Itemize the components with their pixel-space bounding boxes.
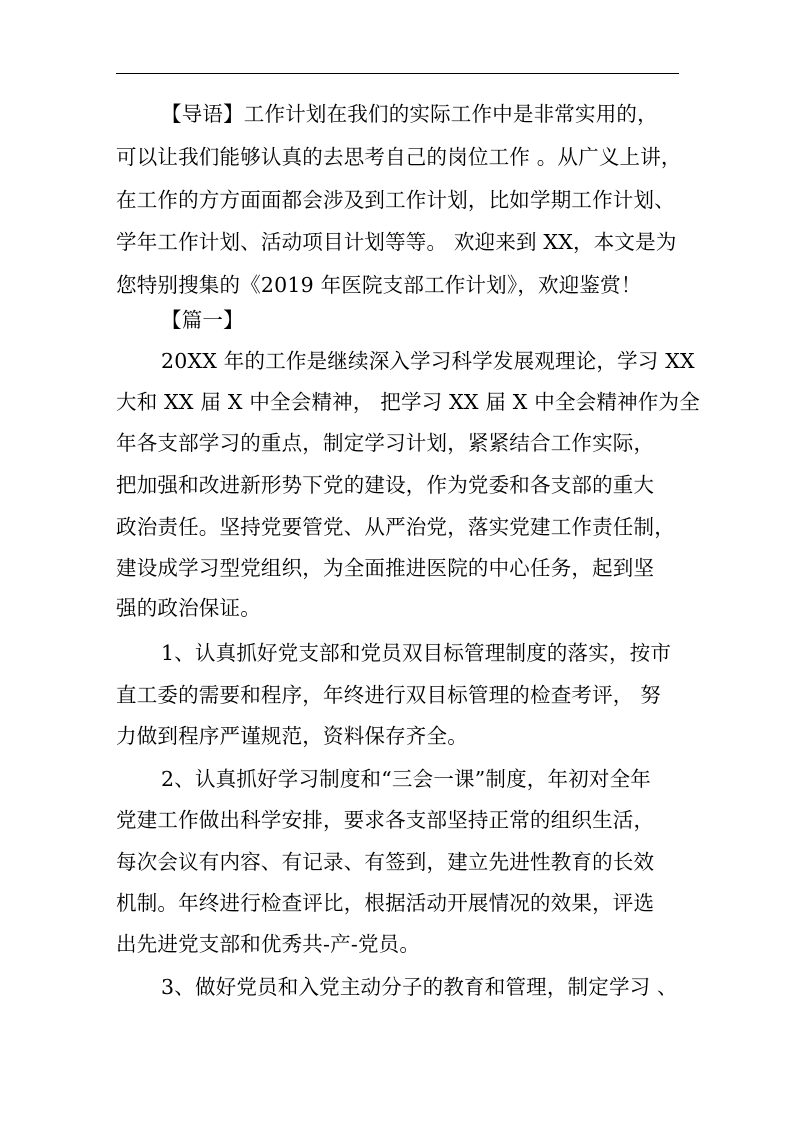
para1-line-2: 大和 XX 届 X 中全会精神， 把学习 XX 届 X 中全会精神作为全 bbox=[116, 390, 700, 414]
item2-line-1: 2、认真抓好学习制度和“三会一课”制度，年初对全年 bbox=[161, 767, 652, 791]
header-rule bbox=[116, 73, 679, 74]
item1-line-1: 1、认真抓好党支部和党员双目标管理制度的落实，按市 bbox=[161, 641, 672, 665]
para1-line-4: 把加强和改进新形势下党的建设，作为党委和各支部的重大 bbox=[116, 473, 655, 497]
item1-line-2: 直工委的需要和程序，年终进行双目标管理的检查考评， 努 bbox=[116, 683, 661, 707]
para1-line-6: 建设成学习型党组织，为全面推进医院的中心任务，起到坚 bbox=[116, 556, 655, 580]
section-heading: 【篇一】 bbox=[161, 308, 244, 332]
intro-line-1: 【导语】工作计划在我们的实际工作中是非常实用的， bbox=[161, 102, 658, 126]
intro-line-4: 学年工作计划、活动项目计划等等。 欢迎来到 XX，本文是为 bbox=[116, 230, 677, 254]
item2-line-4: 机制。年终进行检查评比，根据活动开展情况的效果，评选 bbox=[116, 891, 655, 915]
intro-line-5: 您特别搜集的《2019 年医院支部工作计划》，欢迎鉴赏！ bbox=[116, 273, 642, 297]
para1-line-7: 强的政治保证。 bbox=[116, 596, 261, 620]
para1-line-3: 年各支部学习的重点，制定学习计划，紧紧结合工作实际， bbox=[116, 431, 655, 455]
intro-line-3: 在工作的方方面面都会涉及到工作计划，比如学期工作计划、 bbox=[116, 188, 675, 212]
para1-line-5: 政治责任。坚持党要管党、从严治党，落实党建工作责任制， bbox=[116, 515, 675, 539]
intro-line-2: 可以让我们能够认真的去思考自己的岗位工作 。从广义上讲， bbox=[116, 145, 682, 169]
item2-line-2: 党建工作做出科学安排，要求各支部坚持正常的组织生活， bbox=[116, 808, 655, 832]
item2-line-5: 出先进党支部和优秀共-产-党员。 bbox=[116, 932, 421, 956]
item2-line-3: 每次会议有内容、有记录、有签到，建立先进性教育的长效 bbox=[116, 850, 655, 874]
item1-line-3: 力做到程序严谨规范，资料保存齐全。 bbox=[116, 724, 468, 748]
item3-line-1: 3、做好党员和入党主动分子的教育和管理，制定学习 、 bbox=[161, 975, 678, 999]
para1-line-1: 20XX 年的工作是继续深入学习科学发展观理论，学习 XX bbox=[161, 349, 695, 373]
